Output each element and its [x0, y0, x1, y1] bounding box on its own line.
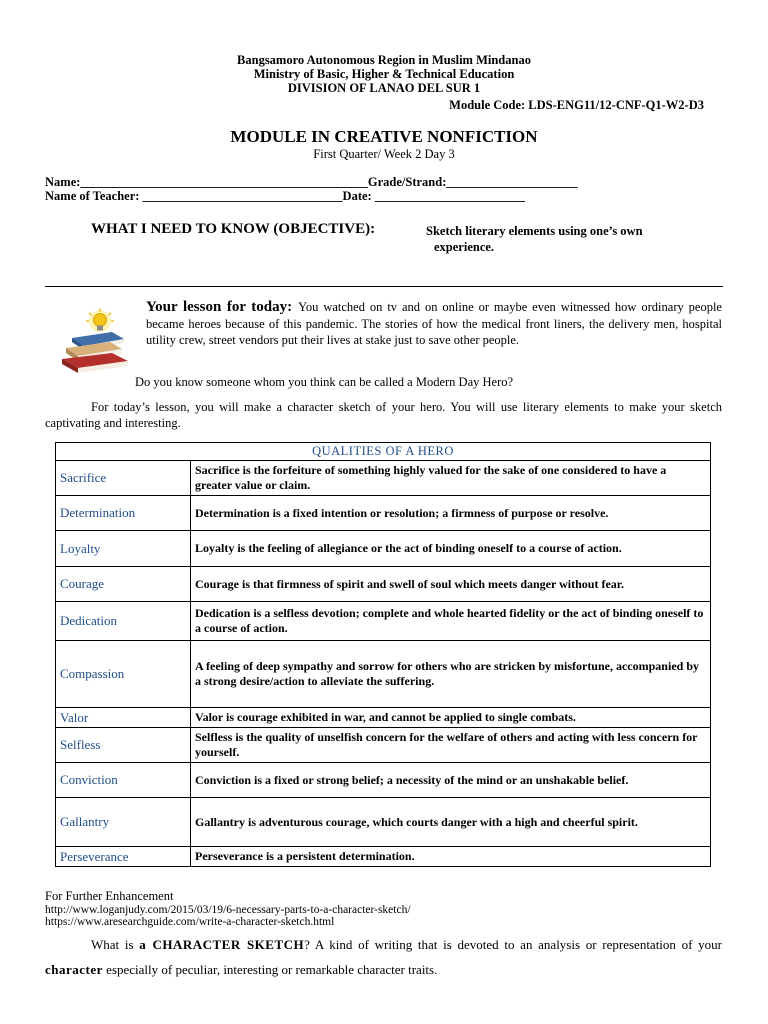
quality-term: Compassion — [56, 641, 191, 708]
qualities-table — [55, 442, 711, 867]
lesson-heading: Your lesson for today: — [146, 299, 293, 315]
objective-heading: WHAT I NEED TO KNOW (OBJECTIVE): — [91, 221, 376, 237]
ministry-header: Ministry of Basic, Higher & Technical Education — [253, 67, 515, 81]
cs-part3: especially of peculiar, interesting or remarkable character traits. — [102, 962, 438, 977]
objective-text-line2: experience. — [434, 240, 495, 254]
quality-term: Selfless — [56, 728, 191, 763]
quality-term: Determination — [56, 496, 191, 531]
objective-text-line1: Sketch literary elements using one’s own — [426, 224, 643, 238]
reference-link-loganjudy[interactable]: http://www.loganjudy.com/2015/03/19/6-necessary-parts-to-a-character-sketch/ — [45, 904, 411, 916]
table-row — [56, 641, 711, 708]
objective-text — [426, 223, 716, 255]
table-row — [56, 461, 711, 496]
quality-term: Valor — [56, 708, 191, 728]
quality-term: Conviction — [56, 763, 191, 798]
books-lightbulb-icon — [58, 308, 134, 378]
quality-definition: Sacrifice is the forfeiture of something highly valued for the sake of one considered to have a greater value or claim. — [191, 461, 711, 496]
reference-link-aresearchguide[interactable]: https://www.aresearchguide.com/write-a-character-sketch.html — [45, 916, 335, 928]
table-row — [56, 728, 711, 763]
quality-definition: Gallantry is adventurous courage, which courts danger with a high and cheerful spirit. — [191, 798, 711, 847]
table-row — [56, 567, 711, 602]
quality-term: Sacrifice — [56, 461, 191, 496]
table-row — [56, 798, 711, 847]
cs-bold2: character — [45, 962, 103, 977]
table-row — [56, 531, 711, 567]
lesson-paragraph: For today’s lesson, you will make a character sketch of your hero. You will use literary elements to make your sketch captivating and interesting. — [45, 400, 722, 430]
further-enhancement — [45, 889, 411, 928]
quality-definition: A feeling of deep sympathy and sorrow for others who are stricken by misfortune, accompanied by a strong desire/action to alleviate the suffering. — [191, 641, 711, 708]
quality-definition: Loyalty is the feeling of allegiance or the act of binding oneself to a course of action. — [191, 531, 711, 567]
qualities-table-caption: QUALITIES OF A HERO — [56, 443, 711, 461]
quality-term: Loyalty — [56, 531, 191, 567]
quality-term: Courage — [56, 567, 191, 602]
cs-part2: ? A kind of writing that is devoted to an analysis or representation of your — [304, 937, 722, 952]
module-code: Module Code: LDS-ENG11/12-CNF-Q1-W2-D3 — [449, 98, 704, 112]
lesson-intro — [146, 299, 722, 349]
quality-definition: Dedication is a selfless devotion; complete and whole hearted fidelity or the act of binding oneself to a course of action. — [191, 602, 711, 641]
quality-definition: Courage is that firmness of spirit and swell of soul which meets danger without fear. — [191, 567, 711, 602]
quality-term: Gallantry — [56, 798, 191, 847]
module-title: MODULE IN CREATIVE NONFICTION — [230, 127, 538, 146]
quality-definition: Selfless is the quality of unselfish concern for the welfare of others and acting with less concern for yourself. — [191, 728, 711, 763]
table-row — [56, 763, 711, 798]
cs-part1: What is — [91, 937, 140, 952]
section-divider — [45, 286, 723, 287]
lesson-body: You watched on tv and on online or maybe even witnessed how ordinary people became heroes because of this pandemic. The stories of how the medical front liners, the delivery men, hospital utility crew, street vendors put their lives at stake just to save other people. — [146, 300, 722, 347]
name-grade-line: Name:______________________________________________Grade/Strand:_____________________ — [45, 175, 578, 189]
cs-bold1: a CHARACTER SKETCH — [139, 937, 305, 952]
teacher-date-line: Name of Teacher: ________________________________Date: ________________________ — [45, 189, 525, 203]
table-row — [56, 602, 711, 641]
quality-definition: Valor is courage exhibited in war, and cannot be applied to single combats. — [191, 708, 711, 728]
lesson-question: Do you know someone whom you think can be called a Modern Day Hero? — [135, 375, 514, 389]
module-subtitle: First Quarter/ Week 2 Day 3 — [313, 147, 455, 161]
division-header: DIVISION OF LANAO DEL SUR 1 — [287, 81, 481, 95]
quality-definition: Conviction is a fixed or strong belief; a necessity of the mind or an unshakable belief. — [191, 763, 711, 798]
quality-definition: Perseverance is a persistent determination. — [191, 847, 711, 867]
quality-term: Perseverance — [56, 847, 191, 867]
table-row — [56, 496, 711, 531]
further-heading: For Further Enhancement — [45, 889, 174, 903]
quality-definition: Determination is a fixed intention or resolution; a firmness of purpose or resolve. — [191, 496, 711, 531]
character-sketch-definition — [45, 932, 722, 982]
region-header: Bangsamoro Autonomous Region in Muslim Mindanao — [237, 53, 531, 67]
quality-term: Dedication — [56, 602, 191, 641]
table-row — [56, 708, 711, 728]
table-row — [56, 847, 711, 867]
